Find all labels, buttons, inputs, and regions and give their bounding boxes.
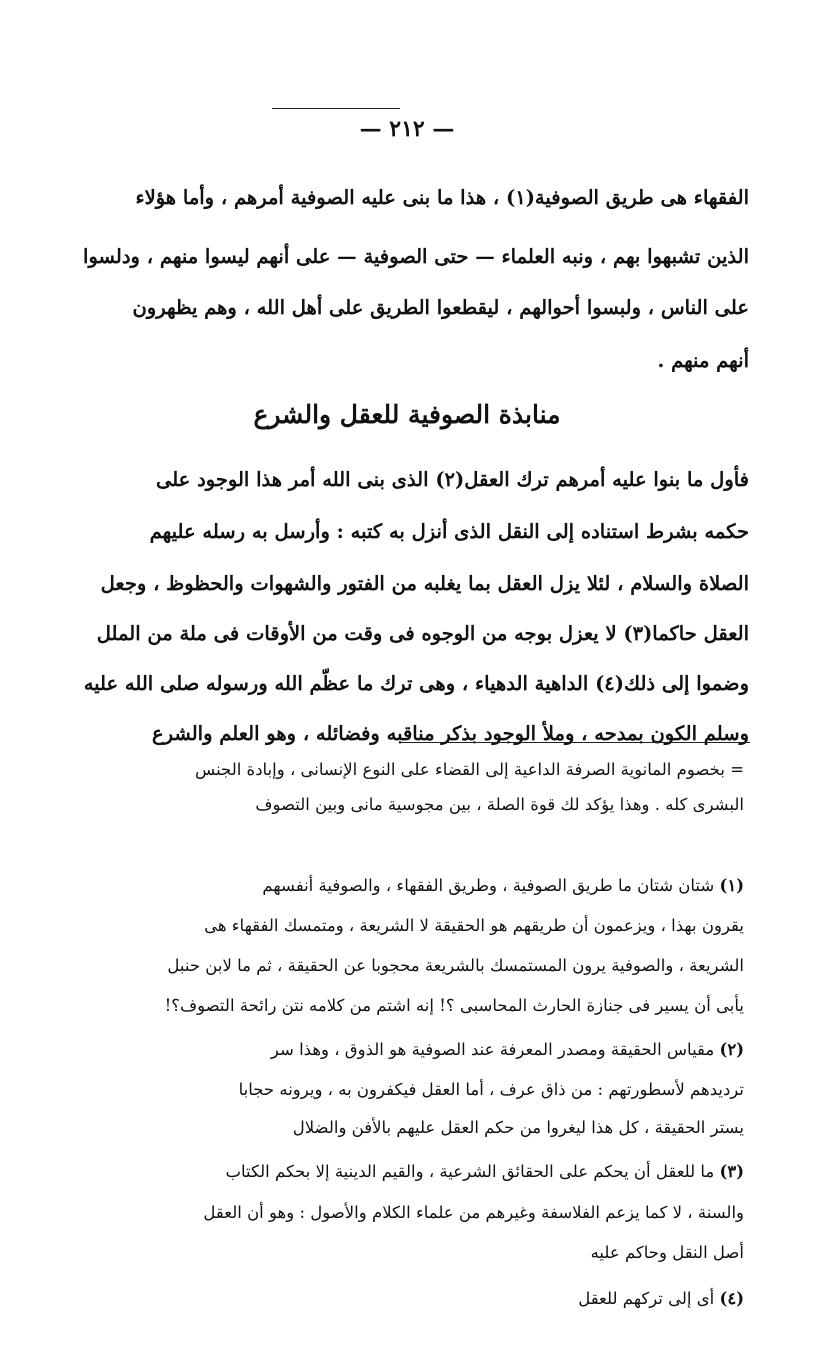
footnote-line: أصل النقل وحاكم عليه (590, 1243, 744, 1262)
footnote-line: يستر الحقيقة ، كل هذا ليغروا من حكم العقل عليهم بالأفن والضلال (292, 1118, 744, 1137)
footnote-line: ترديدهم لأسطورتهم : من ذاق عرف ، أما العقل فيكفرون به ، ويرونه حجابا (238, 1080, 744, 1099)
footnote-line: أى إلى تركهم للعقل (578, 1289, 715, 1308)
footnote-1-first-line (262, 876, 744, 895)
body-line: حكمه بشرط استناده إلى النقل الذى أنزل به كتبه : وأرسل به رسله عليهم (149, 520, 749, 543)
footnote-line: شتان شتان ما طريق الصوفية ، وطريق الفقهاء ، والصوفية أنفسهم (262, 876, 715, 895)
footnote-3-first-line (225, 1162, 744, 1181)
footnote-line: والسنة ، لا كما يزعم الفلاسفة وغيرهم من علماء الكلام والأصول : وهو أن العقل (203, 1203, 744, 1222)
page-number: — ٢١٢ — (359, 116, 455, 142)
section-heading: منابذة الصوفية للعقل والشرع (253, 400, 561, 429)
body-line: العقل حاكما(٣) لا يعزل بوجه من الوجوه فى وقت من الأوقات فى ملة من الملل (96, 622, 749, 645)
footnote-rule (400, 742, 750, 743)
footnote-line: ما للعقل أن يحكم على الحقائق الشرعية ، والقيم الدينية إلا بحكم الكتاب (225, 1162, 715, 1181)
body-line: وضموا إلى ذلك(٤) الداهية الدهياء ، وهى ترك ما عظّم الله ورسوله صلى الله عليه (83, 672, 749, 695)
body-line: الذين تشبهوا بهم ، ونبه العلماء — حتى الصوفية — على أنهم ليسوا منهم ، ودلسوا (83, 245, 749, 268)
body-line: على الناس ، ولبسوا أحوالهم ، ليقطعوا الطريق على أهل الله ، وهم يظهرون (132, 296, 749, 319)
footnote-line: = بخصوم المانوية الصرفة الداعية إلى القضاء على النوع الإنسانى ، وإبادة الجنس (195, 760, 744, 779)
footnote-marker: (٤) (719, 1289, 744, 1308)
body-line: الفقهاء هى طريق الصوفية(١) ، هذا ما بنى عليه الصوفية أمرهم ، وأما هؤلاء (135, 186, 749, 209)
body-line: أنهم منهم . (657, 349, 749, 372)
footnote-marker: (٣) (719, 1162, 744, 1181)
footnote-2-first-line (271, 1040, 744, 1059)
body-line: الصلاة والسلام ، لئلا يزل العقل بما يغلبه من الفتور والشهوات والحظوظ ، وجعل (100, 572, 749, 595)
body-line: وسلم الكون بمدحه ، وملأ الوجود بذكر مناقبه وفضائله ، وهو العلم والشرع (151, 722, 749, 745)
footnote-line: يأبى أن يسير فى جنازة الحارث المحاسبى ؟! إنه اشتم من كلامه نتن رائحة التصوف؟! (164, 996, 744, 1015)
footnote-line: يقرون بهذا ، ويزعمون أن طريقهم هو الحقيقة لا الشريعة ، ومتمسك الفقهاء هى (204, 916, 744, 935)
footnote-marker: (٢) (719, 1040, 744, 1059)
body-line: فأول ما بنوا عليه أمرهم ترك العقل(٢) الذى بنى الله أمر هذا الوجود على (155, 468, 749, 491)
top-rule (272, 108, 400, 109)
footnote-line: البشرى كله . وهذا يؤكد لك قوة الصلة ، بين مجوسية مانى وبين التصوف (255, 795, 744, 814)
footnote-line: مقياس الحقيقة ومصدر المعرفة عند الصوفية هو الذوق ، وهذا سر (270, 1040, 715, 1059)
footnote-marker: (١) (719, 876, 744, 895)
footnote-line: الشريعة ، والصوفية يرون المستمسك بالشريعة محجوبا عن الحقيقة ، ثم ما لابن حنبل (167, 956, 744, 975)
footnote-4-first-line (578, 1289, 744, 1308)
